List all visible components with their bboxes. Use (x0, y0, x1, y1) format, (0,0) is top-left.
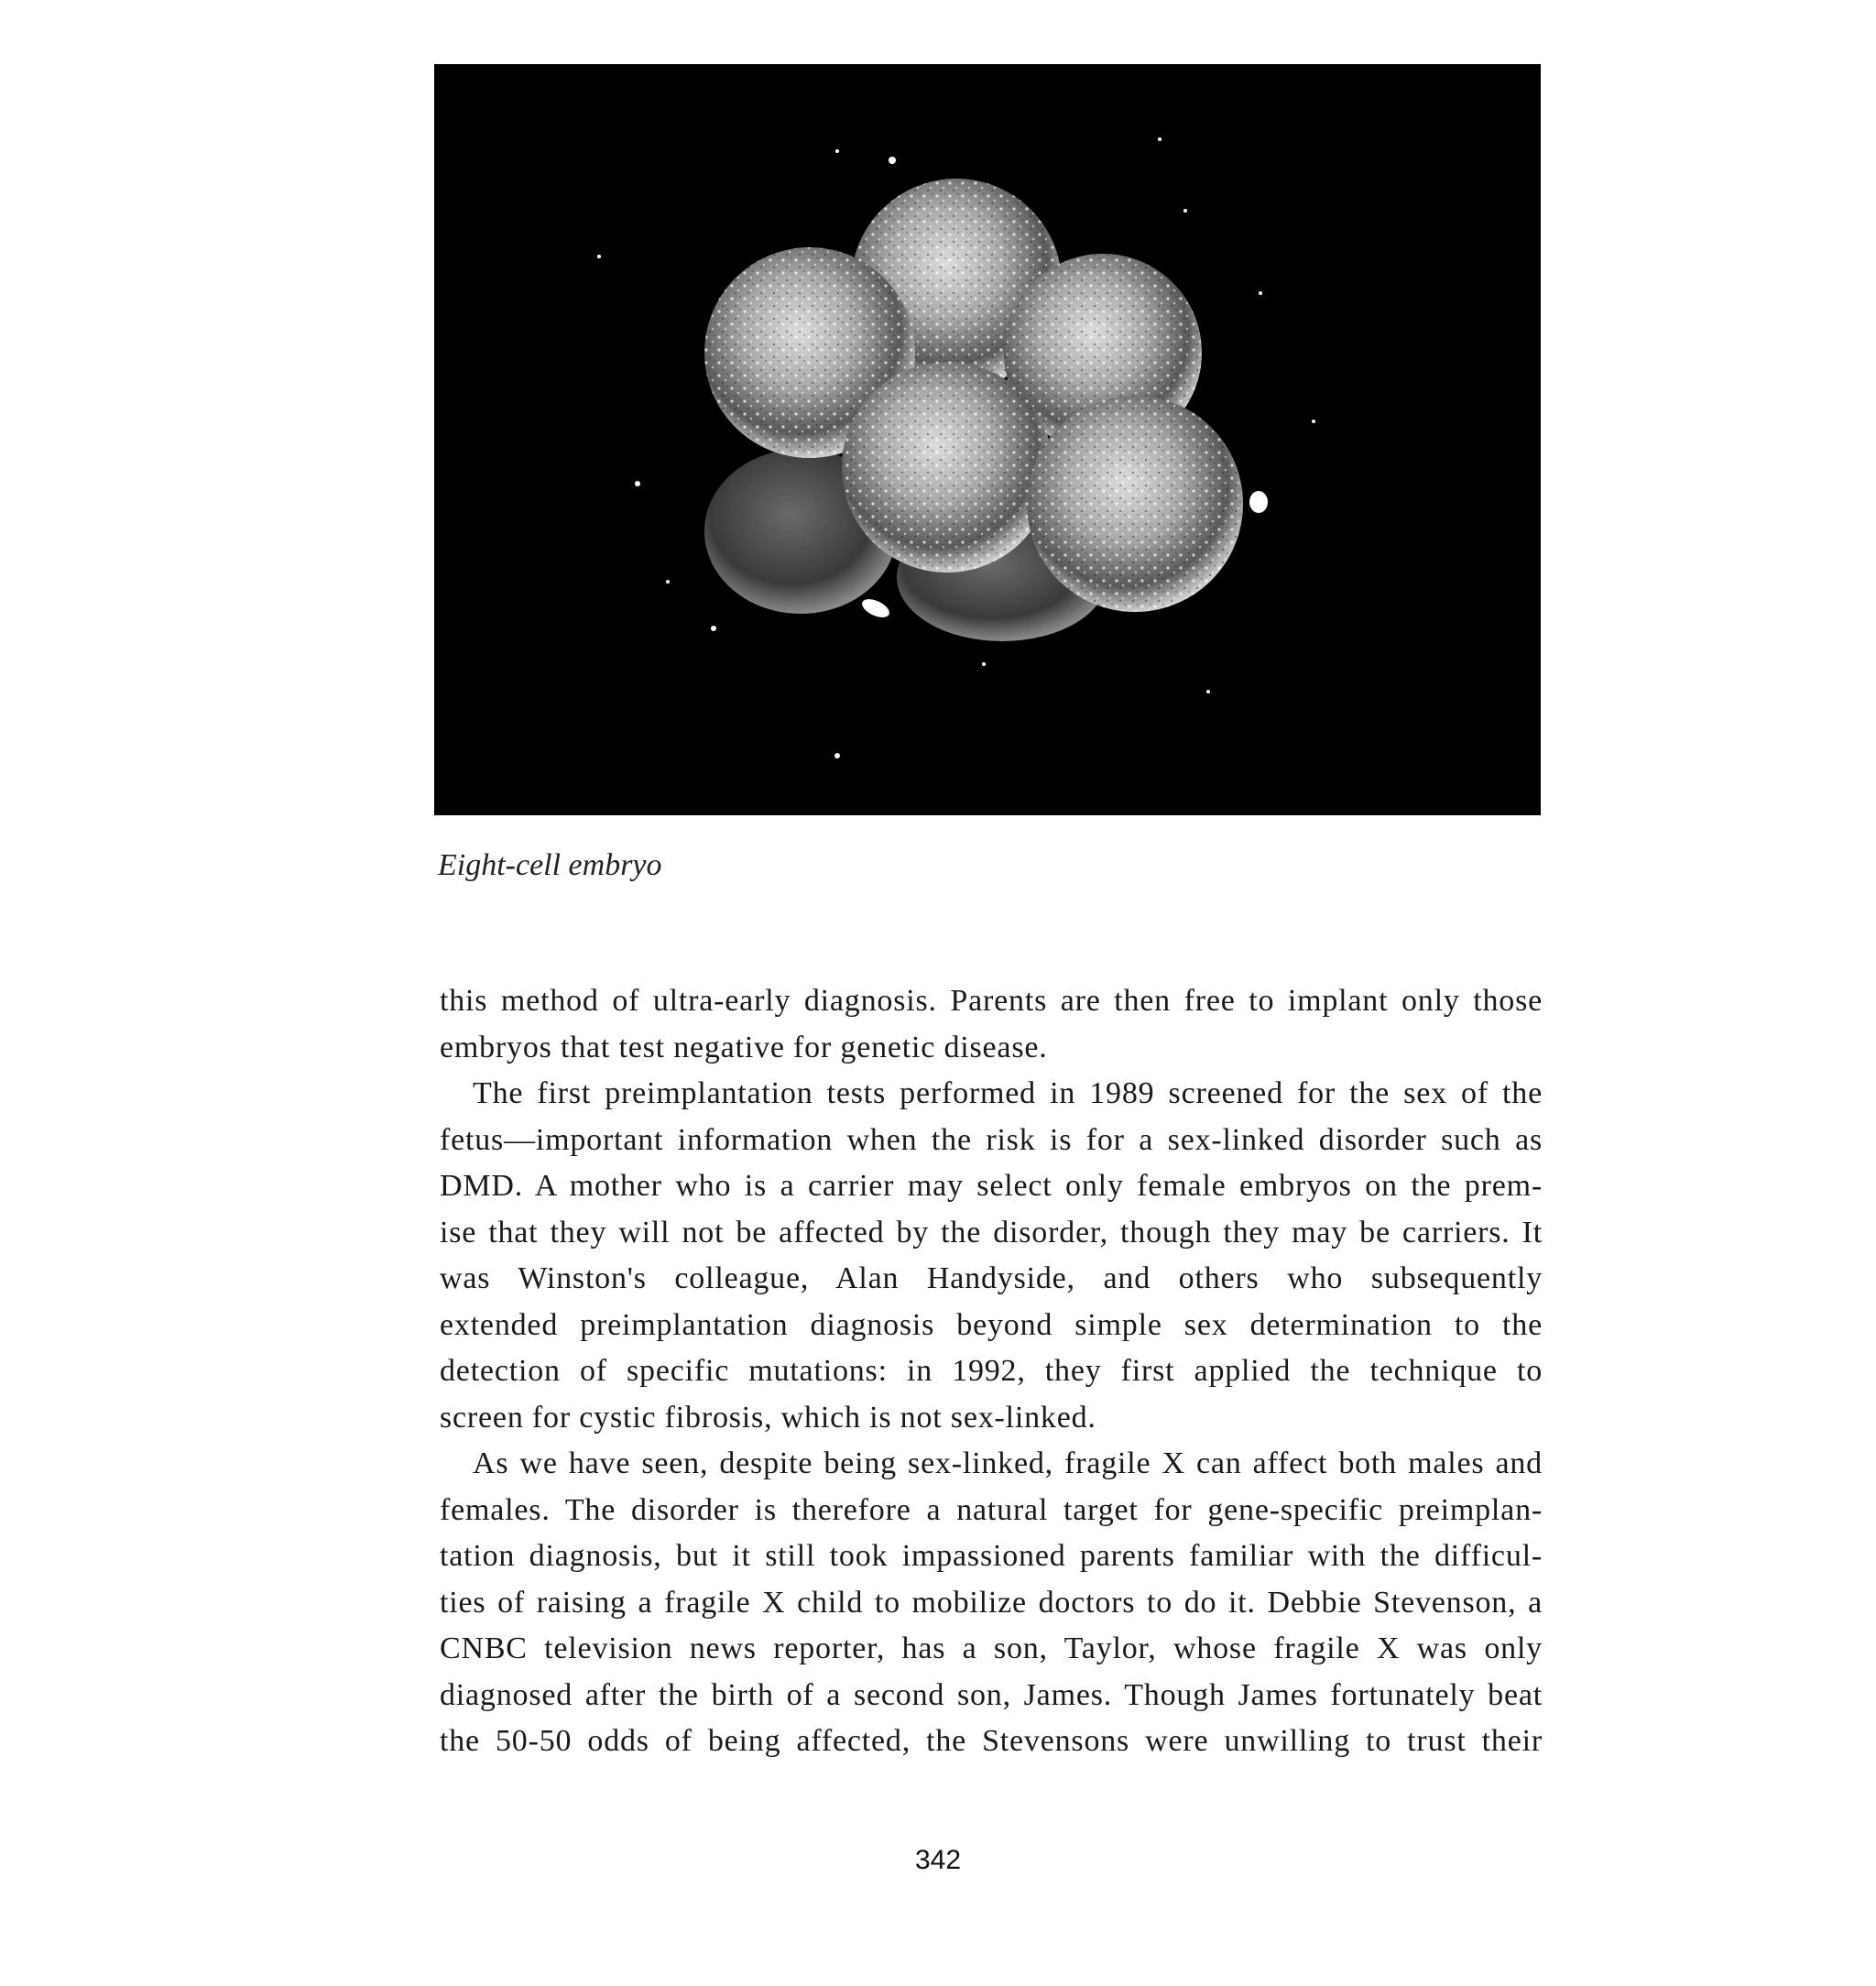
page-number: 342 (914, 1845, 962, 1875)
text-line: DMD. A mother who is a carrier may select only female embryos on the prem- (440, 1169, 1543, 1203)
text-line: was Winston's colleague, Alan Handyside, and others who subsequently (440, 1261, 1543, 1295)
text-line: tation diagnosis, but it still took impassioned parents familiar with the difficul- (440, 1539, 1543, 1573)
text-line: CNBC television news reporter, has a son, Taylor, whose fragile X was only (440, 1631, 1543, 1665)
text-line: ise that they will not be affected by the disorder, though they may be carriers. It (440, 1215, 1543, 1249)
text-line: As we have seen, despite being sex-linked, fragile X can affect both males and (473, 1446, 1543, 1480)
embryo-micrograph-image (434, 64, 1541, 815)
text-line: embryos that test negative for genetic disease. (440, 1030, 1048, 1064)
text-line: The first preimplantation tests performed in 1989 screened for the sex of the (473, 1076, 1543, 1110)
figure-caption: Eight-cell embryo (438, 848, 662, 882)
text-line: detection of specific mutations: in 1992, they first applied the technique to (440, 1354, 1543, 1388)
text-line: this method of ultra-early diagnosis. Parents are then free to implant only those (440, 984, 1543, 1018)
text-line: fetus—important information when the risk is for a sex-linked disorder such as (440, 1122, 1543, 1157)
embryo-photo (434, 64, 1541, 815)
text-line: diagnosed after the birth of a second son, James. Though James fortunately beat (440, 1677, 1543, 1712)
text-line: females. The disorder is therefore a natural target for gene-specific preimplan- (440, 1492, 1543, 1527)
text-line: ties of raising a fragile X child to mobilize doctors to do it. Debbie Stevenson, a (440, 1585, 1543, 1620)
text-line: the 50-50 odds of being affected, the Stevensons were unwilling to trust their (440, 1724, 1543, 1758)
text-line: screen for cystic fibrosis, which is not sex-linked. (440, 1400, 1096, 1435)
text-line: extended preimplantation diagnosis beyond simple sex determination to the (440, 1307, 1543, 1342)
body-text (440, 978, 1543, 1765)
